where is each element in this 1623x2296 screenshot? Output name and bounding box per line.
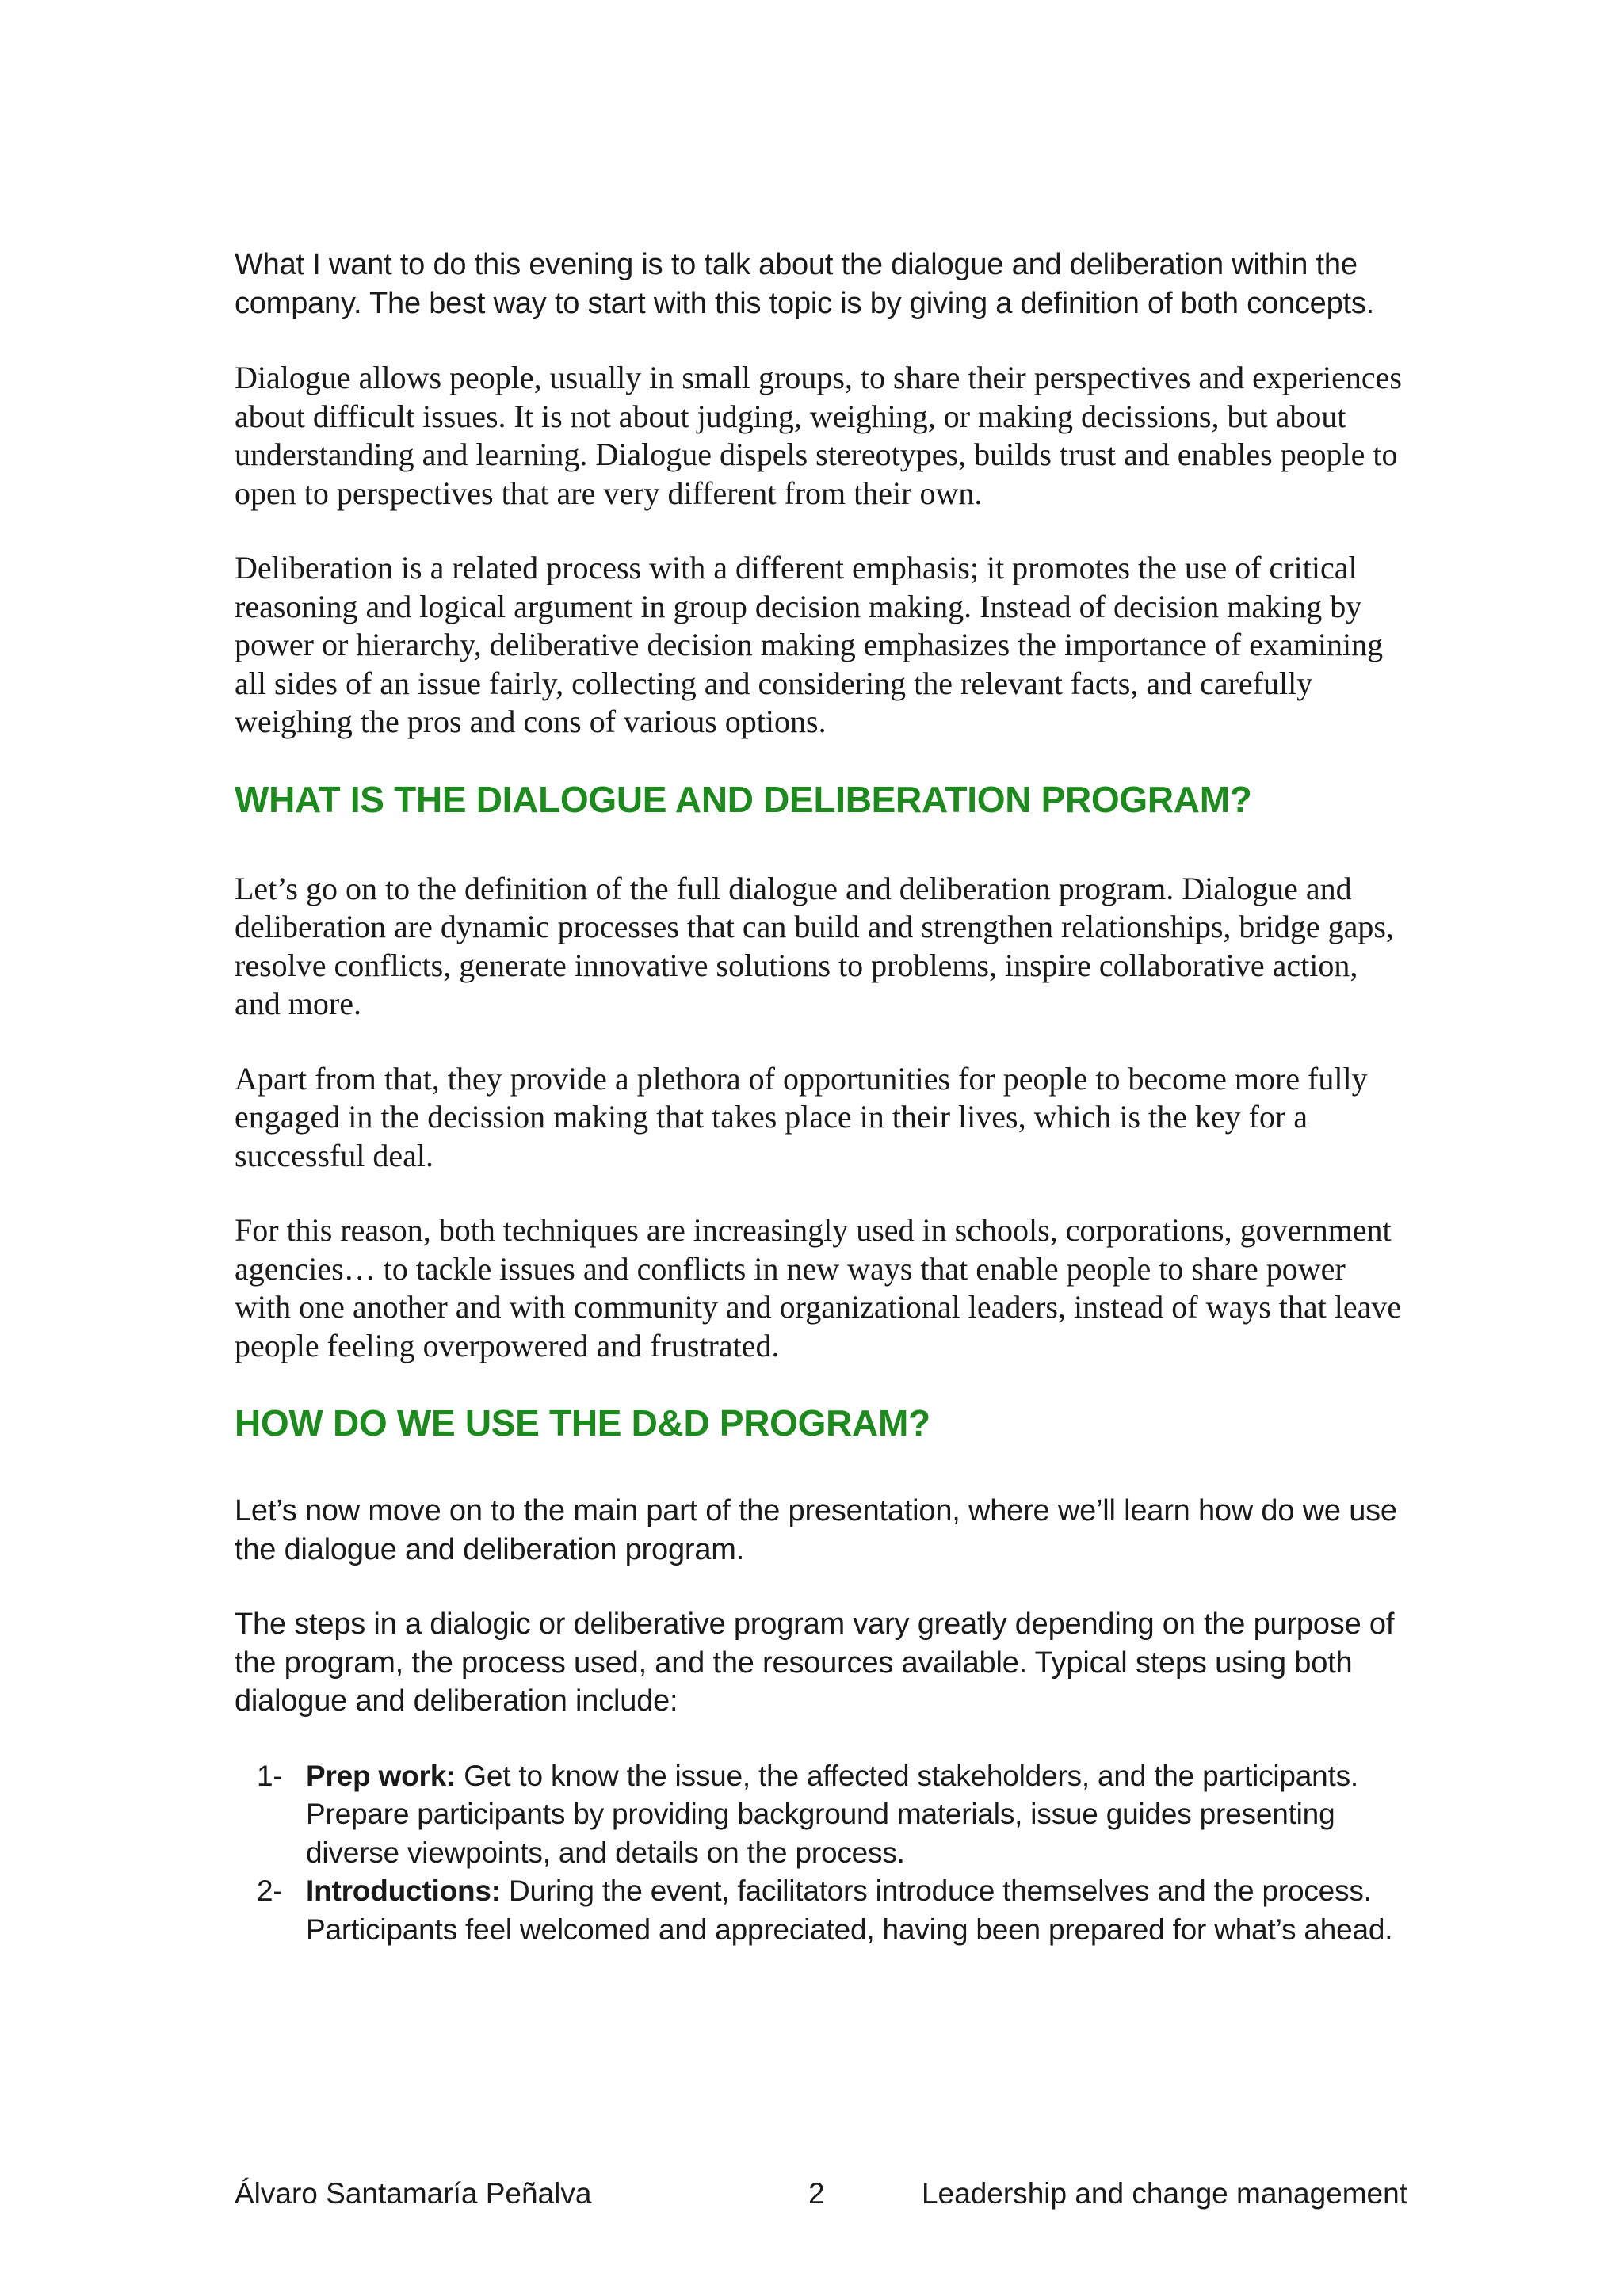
- footer-page-number: 2: [808, 2177, 825, 2210]
- list-item-introductions: [235, 1872, 1407, 1949]
- step-text: Get to know the issue, the affected stakeholders, and the participants. Prepare participants by providing background materials, issue guides presenting diverse viewpoints, and details on the process.: [306, 1759, 1358, 1869]
- footer-course-title: Leadership and change management: [921, 2177, 1407, 2210]
- section-heading-program: WHAT IS THE DIALOGUE AND DELIBERATION PROGRAM?: [235, 778, 1252, 820]
- step-number: 2-: [257, 1875, 283, 1907]
- deliberation-definition-paragraph: Deliberation is a related process with a different emphasis; it promotes the use of critical reasoning and logical argument in group decision making. Instead of decision making by power or hierarchy, deliberative decision making emphasizes the importance of examining all sides of an issue fairly, collecting and considering the relevant facts, and carefully weighing the pros and cons of various options.: [235, 550, 1384, 739]
- document-page: [235, 246, 1407, 1949]
- page-footer: [235, 2177, 1407, 2217]
- program-definition-paragraph: Let’s go on to the definition of the full dialogue and deliberation program. Dialogue and deliberation are dynamic processes that can build and strengthen relationships, bridge gaps, resolve conflicts, generate innovative solutions to problems, inspire collaborative action, and more.: [235, 870, 1394, 1021]
- steps-list: [235, 1757, 1407, 1950]
- usage-reason-paragraph: For this reason, both techniques are increasingly used in schools, corporations, government agencies… to tackle issues and conflicts in new ways that enable people to share power with one another and with community and organizational leaders, instead of ways that leave people feeling overpowered and frustrated.: [235, 1212, 1402, 1363]
- steps-intro-paragraph: The steps in a dialogic or deliberative program vary greatly depending on the purpose of the program, the process used, and the resources available. Typical steps using both dialogue and deliberation include:: [235, 1608, 1395, 1718]
- step-title: Prep work:: [306, 1759, 456, 1792]
- dialogue-definition-paragraph: Dialogue allows people, usually in small groups, to share their perspectives and experiences about difficult issues. It is not about judging, weighing, or making decissions, but about understanding and learning. Dialogue dispels stereotypes, builds trust and enables people to open to perspectives that are very different from their own.: [235, 360, 1402, 511]
- step-title: Introductions:: [306, 1875, 501, 1907]
- opportunities-paragraph: Apart from that, they provide a plethora of opportunities for people to become more fully engaged in the decission making that takes place in their lives, which is the key for a successful deal.: [235, 1060, 1368, 1173]
- footer-author: Álvaro Santamaría Peñalva: [235, 2177, 592, 2210]
- step-number: 1-: [257, 1759, 283, 1792]
- intro-paragraph: What I want to do this evening is to talk about the dialogue and deliberation within the company. The best way to start with this topic is by giving a definition of both concepts.: [235, 248, 1375, 320]
- list-item-prep-work: [235, 1757, 1407, 1873]
- usage-intro-paragraph: Let’s now move on to the main part of the presentation, where we’ll learn how do we use the dialogue and deliberation program.: [235, 1494, 1397, 1566]
- step-text: During the event, facilitators introduce themselves and the process. Participants feel welcomed and appreciated, having been prepared for what’s ahead.: [306, 1875, 1393, 1946]
- section-heading-usage: HOW DO WE USE THE D&D PROGRAM?: [235, 1402, 930, 1444]
